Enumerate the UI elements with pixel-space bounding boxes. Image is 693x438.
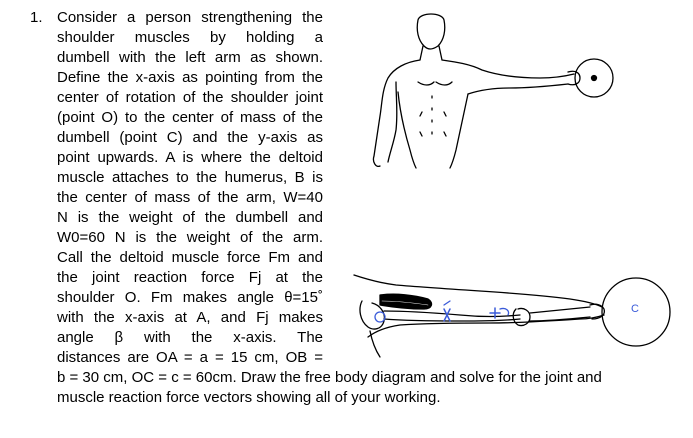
text-line: dumbell (point C) and the y-axis as <box>57 129 323 146</box>
elbow-joint <box>513 308 530 325</box>
text-line: muscle attaches to the humerus, B is <box>57 169 323 186</box>
torso-left <box>398 92 416 168</box>
text-line: center of rotation of the shoulder joint <box>57 89 323 106</box>
text-line: with the x-axis at A, and Fj makes <box>57 309 323 326</box>
text-line: angle β with the x-axis. The <box>57 329 323 346</box>
text-line: dumbell with the left arm as shown. <box>57 49 323 66</box>
raised-arm-top <box>442 60 574 78</box>
text-line: shoulder O. Fm makes angle θ=15˚ <box>57 289 323 306</box>
text-line: point upwards. A is where the deltoid <box>57 149 323 166</box>
humerus-bottom <box>384 319 520 321</box>
text-line: Define the x-axis as pointing from the <box>57 69 323 86</box>
text-line: distances are OA = a = 15 cm, OB = <box>57 349 323 366</box>
label-c: C <box>631 303 639 315</box>
arm-figure <box>340 265 675 370</box>
scapula-edge <box>370 331 380 357</box>
point-o-marker <box>375 312 385 322</box>
point-a-marker <box>444 309 450 321</box>
raised-arm-bottom <box>468 84 568 94</box>
text-line-wide: muscle reaction force vectors showing all of your working. <box>57 389 441 406</box>
arm-lower-outline <box>368 315 604 337</box>
chest-detail <box>418 82 452 85</box>
text-line: N is the weight of the dumbell and <box>57 209 323 226</box>
head-outline <box>417 14 445 49</box>
torso-right <box>450 94 468 168</box>
text-line: the joint reaction force Fj at the <box>57 269 323 286</box>
point-a-tick <box>444 301 450 305</box>
text-line: shoulder muscles by holding a <box>57 29 323 46</box>
text-line: W0=60 N is the weight of the arm. <box>57 229 323 246</box>
problem-number: 1. <box>30 9 43 26</box>
abs-detail <box>420 112 446 136</box>
hand-outline <box>568 71 580 85</box>
problem-text <box>57 8 323 368</box>
deltoid-muscle <box>380 294 431 309</box>
text-line-wide: b = 30 cm, OC = c = 60cm. Draw the free body diagram and solve for the joint and <box>57 369 602 386</box>
text-line: (point O) to the center of mass of the <box>57 109 323 126</box>
text-line: Consider a person strengthening the <box>57 9 323 26</box>
dumbbell-center <box>592 76 597 81</box>
neck-outline <box>420 46 442 60</box>
torso-figure <box>360 12 615 172</box>
text-line: Call the deltoid muscle force Fm and <box>57 249 323 266</box>
text-line: the center of mass of the arm, W=40 <box>57 189 323 206</box>
point-b-curve <box>500 308 509 315</box>
right-arm-inner <box>388 82 397 162</box>
